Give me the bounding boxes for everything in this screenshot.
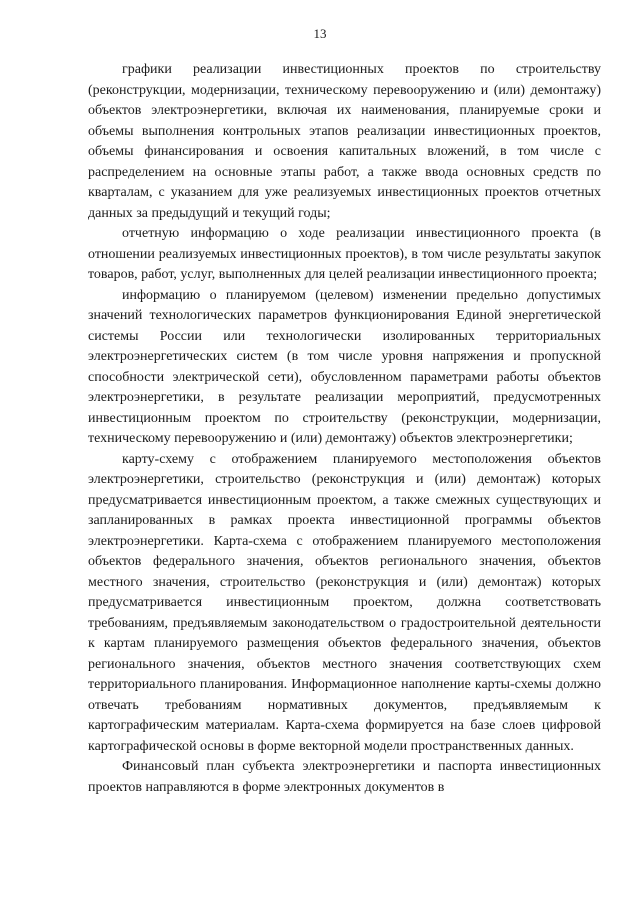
page-number: 13 bbox=[313, 26, 327, 41]
paragraph-investment-schedules: графики реализации инвестиционных проектов по строительству (реконструкции, модернизации, техническому перевооружению и (или) демонтажу) объектов электроэнергетики, включая их наименования, планируемые сроки и объемы выполнения контрольных этапов реализации инвестиционных проектов, объемы финансирования и освоения капитальных вложений, в том числе с распределением на основные этапы работ, а также ввода основных средств по кварталам, с указанием для уже реализуемых инвестиционных проектов отчетных данных за предыдущий и текущий годы; bbox=[88, 62, 601, 221]
paragraph-progress-report: отчетную информацию о ходе реализации инвестиционного проекта (в отношении реализуемых инвестиционных проектов), в том числе результаты закупок товаров, работ, услуг, выполненных для целей реализации инвестиционного проекта; bbox=[88, 226, 601, 282]
paragraph-technological-parameters: информацию о планируемом (целевом) изменении предельно допустимых значений технологических параметров функционирования Единой энергетической системы России или технологически изолированных территориальных электроэнергетических систем (в том числе уровня напряжения и пропускной способности электрической сети), обусловленном параметрами работы объектов электроэнергетики, в результате реализации мероприятий, предусмотренных инвестиционным проектом по строительству (реконструкции, модернизации, техническому перевооружению и (или) демонтажу) объектов электроэнергетики; bbox=[88, 287, 601, 446]
paragraph-financial-plan: Финансовый план субъекта электроэнергетики и паспорта инвестиционных проектов направляются в форме электронных документов в bbox=[88, 759, 601, 795]
paragraph-map-scheme: карту-схему с отображением планируемого местоположения объектов электроэнергетики, строительство (реконструкция и (или) демонтаж) которых предусматривается инвестиционным проектом, а также смежных существующих и запланированных в рамках проекта инвестиционной программы объектов электроэнергетики. Карта-схема с отображением планируемого местоположения объектов федерального значения, объектов регионального значения, объектов местного значения, строительство (реконструкция и (или) демонтаж) которых предусматривается инвестиционным проектом, должна соответствовать требованиям, предъявляемым законодательством о градостроительной деятельности к картам планируемого размещения объектов федерального значения, объектов регионального значения, объектов местного значения соответствующих схем территориального планирования. Информационное наполнение карты-схемы должно отвечать требованиям нормативных документов, предъявляемым к картографическим материалам. Карта-схема формируется на базе слоев цифровой картографической основы в форме векторной модели пространственных данных. bbox=[88, 451, 601, 754]
document-body bbox=[88, 60, 601, 798]
